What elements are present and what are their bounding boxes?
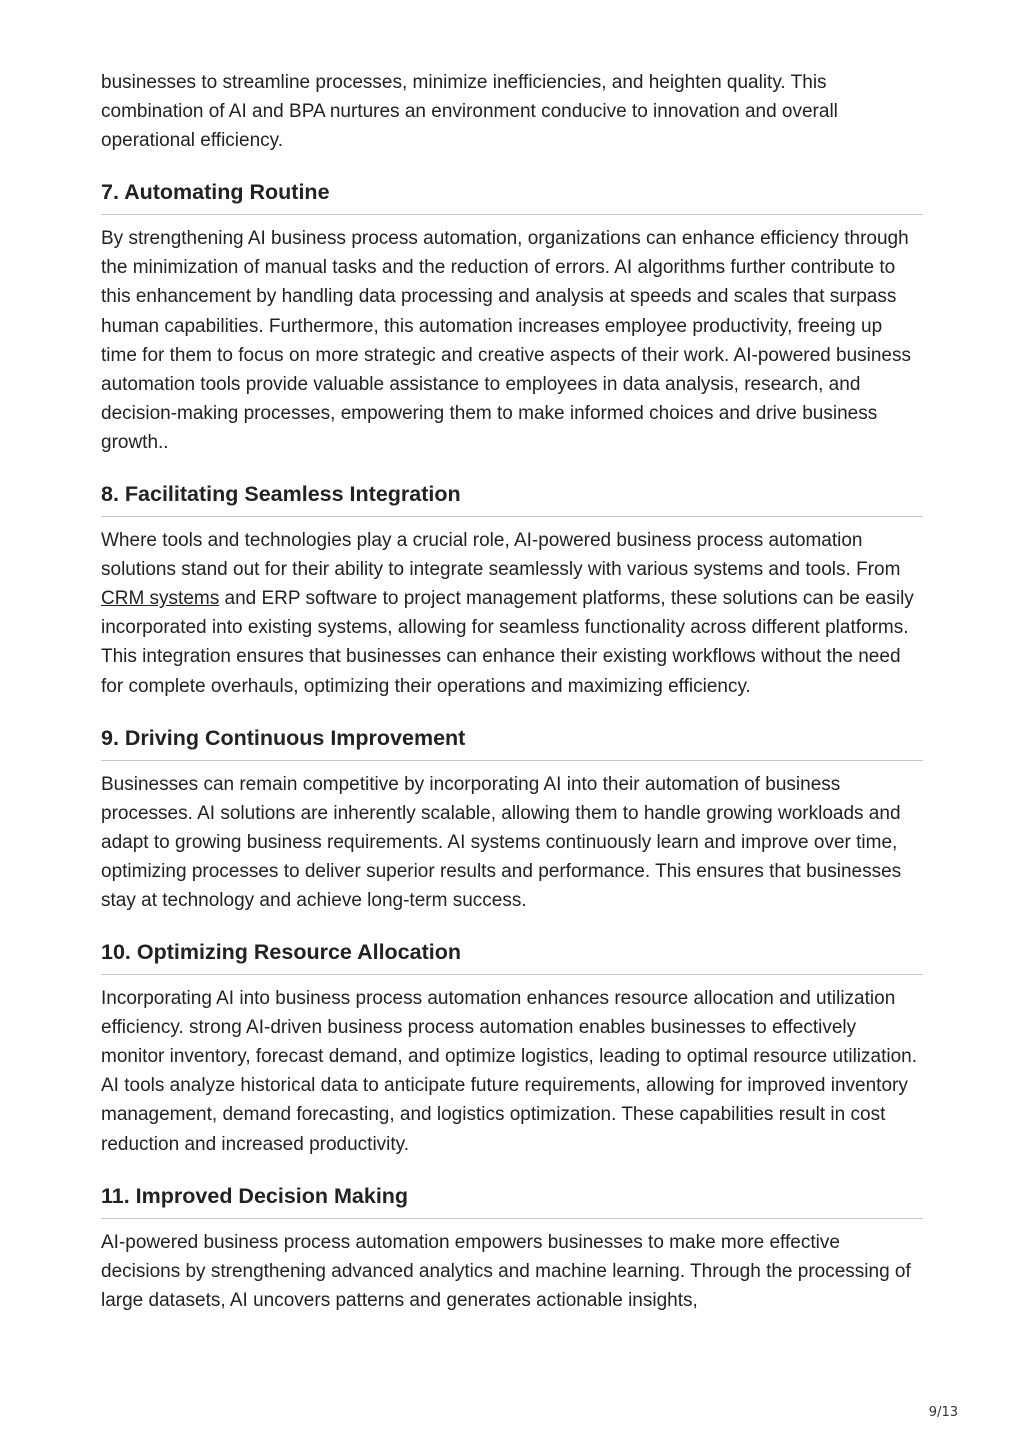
section-seamless-integration [101,480,923,701]
section-heading: 7. Automating Routine [101,178,923,215]
section-continuous-improvement [101,724,923,915]
section-body: Businesses can remain competitive by incorporating AI into their automation of business processes. AI solutions are inherently scalable, allowing them to handle growing workloads and adapt to growing business requirements. AI systems continuously learn and improve over time, optimizing processes to deliver superior results and performance. This ensures that businesses stay at technology and achieve long-term success. [101,773,902,911]
section-body: By strengthening AI business process automation, organizations can enhance efficiency through the minimization of manual tasks and the reduction of errors. AI algorithms further contribute to this enhancement by handling data processing and analysis at speeds and scales that surpass human capabilities. Furthermore, this automation increases employee productivity, freeing up time for them to focus on more strategic and creative aspects of their work. AI-powered business automation tools provide valuable assistance to employees in data analysis, research, and decision-making processes, empowering them to make informed choices and drive business growth.. [101,228,911,453]
section-heading: 11. Improved Decision Making [101,1182,923,1219]
intro-paragraph: businesses to streamline processes, minimize inefficiencies, and heighten quality. This combination of AI and BPA nurtures an environment conducive to innovation and overall operational efficiency. [101,72,838,152]
section-decision-making [101,1182,923,1315]
document-page [101,68,923,1315]
page-number: 9/13 [928,1405,958,1420]
section-body: Incorporating AI into business process automation enhances resource allocation and utilization efficiency. strong AI-driven business process automation enables businesses to effectively monitor inventory, forecast demand, and optimize logistics, leading to optimal resource utilization. AI tools analyze historical data to anticipate future requirements, allowing for improved inventory management, demand forecasting, and logistics optimization. These capabilities result in cost reduction and increased productivity. [101,988,917,1155]
section-heading: 10. Optimizing Resource Allocation [101,938,923,975]
body-text-after-link: and ERP software to project management platforms, these solutions can be easily incorporated into existing systems, allowing for seamless functionality across different platforms. This integration ensures that businesses can enhance their existing workflows without the need for complete overhauls, optimizing their operations and maximizing efficiency. [101,588,914,697]
section-heading: 8. Facilitating Seamless Integration [101,480,923,517]
section-body [101,526,923,701]
section-heading: 9. Driving Continuous Improvement [101,724,923,761]
section-body: AI-powered business process automation empowers businesses to make more effective decisions by strengthening advanced analytics and machine learning. Through the processing of large datasets, AI uncovers patterns and generates actionable insights, [101,1231,911,1311]
section-resource-allocation [101,938,923,1159]
body-text-before-link: Where tools and technologies play a crucial role, AI-powered business process automation solutions stand out for their ability to integrate seamlessly with various systems and tools. From [101,530,901,581]
crm-systems-link[interactable]: CRM systems [101,588,220,610]
section-automating-routine [101,178,923,457]
